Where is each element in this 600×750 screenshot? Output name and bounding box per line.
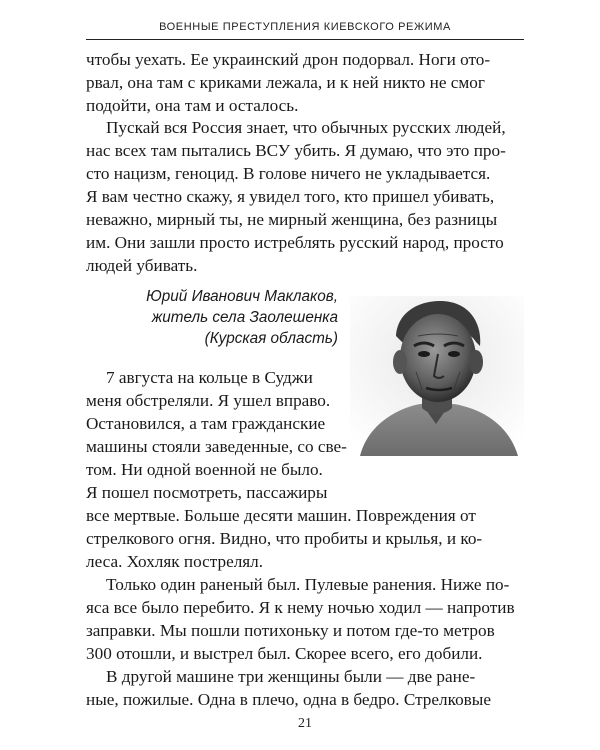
running-title: ВОЕННЫЕ ПРЕСТУПЛЕНИЯ КИЕВСКОГО РЕЖИМА — [159, 21, 451, 33]
witness-region: (Курская область) — [204, 330, 338, 347]
text-line: заправки. Мы пошли потихоньку и потом где-то метров — [86, 621, 495, 640]
text-line: рвал, она там с криками лежала, и к ней никто не смог — [86, 73, 485, 92]
witness-name: Юрий Иванович Маклаков, — [146, 288, 338, 305]
text-line: людей убивать. — [86, 256, 198, 275]
text-line: неважно, мирный ты, не мирный женщина, без разницы — [86, 210, 498, 229]
text-line: яса все было перебито. Я к нему ночью ходил — напротив — [86, 598, 515, 617]
text-line: подойти, она там и осталось. — [86, 96, 299, 115]
witness-residence: житель села Заолешенка — [151, 309, 338, 326]
text-line: все мертвые. Больше десяти машин. Повреждения от — [86, 506, 476, 525]
text-line: меня обстреляли. Я ушел вправо. — [86, 391, 331, 410]
paragraph-continuation — [86, 48, 524, 117]
text-line: 7 августа на кольце в Суджи — [106, 368, 313, 387]
page-number: 21 — [298, 716, 312, 731]
witness-heading — [120, 286, 338, 349]
text-line: Пускай вся Россия знает, что обычных русских людей, — [106, 118, 506, 137]
text-line: им. Они зашли просто истреблять русский народ, просто — [86, 233, 504, 252]
text-line: Только один раненый был. Пулевые ранения. Ниже по- — [106, 575, 510, 594]
paragraph-wounded — [86, 573, 524, 665]
running-header — [86, 18, 524, 40]
text-line: В другой машине три женщины были — две ране- — [106, 667, 476, 686]
text-line: том. Ни одной военной не было. — [86, 460, 323, 479]
text-line: чтобы уехать. Ее украинский дрон подорвал. Ноги ото- — [86, 50, 491, 69]
paragraph-august — [86, 366, 524, 573]
text-line: машины стояли заведенные, со све- — [86, 437, 347, 456]
paragraph-russia — [86, 116, 524, 277]
text-line: 300 отошли, и выстрел был. Скорее всего, его добили. — [86, 644, 483, 663]
paragraph-women — [86, 665, 524, 711]
text-line: леса. Хохляк пострелял. — [86, 552, 264, 571]
text-line: сто нацизм, геноцид. В голове ничего не укладывается. — [86, 164, 491, 183]
text-line: Я пошел посмотреть, пассажиры — [86, 483, 328, 502]
text-line: Я вам честно скажу, я увидел того, кто пришел убивать, — [86, 187, 495, 206]
text-line: Остановился, а там гражданские — [86, 414, 326, 433]
text-line: нас всех там пытались ВСУ убить. Я думаю, что это про- — [86, 141, 506, 160]
text-line: стрелкового огня. Видно, что пробиты и крылья, и ко- — [86, 529, 483, 548]
text-line: ные, пожилые. Одна в плечо, одна в бедро. Стрелковые — [86, 690, 491, 709]
